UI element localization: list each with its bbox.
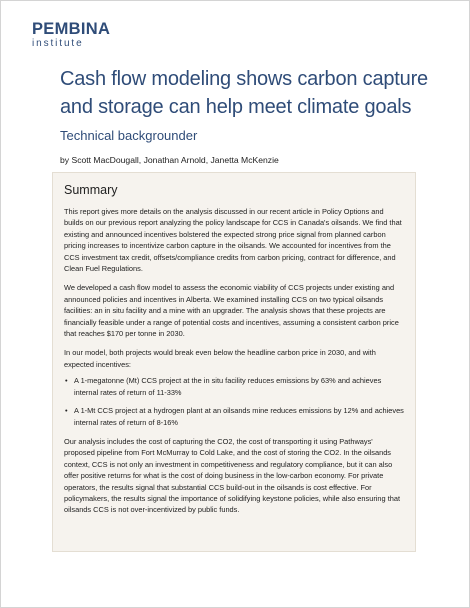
logo-subtext: institute: [32, 37, 84, 49]
summary-paragraph-1: This report gives more details on the analysis discussed in our recent article in Policy Options and builds on our previous report analyzing the policy landscape for CCS in Canada's oilsands. We find that existing and announced incentives bolstered the expected strong price signal from planned carbon pricing increases to incentivize carbon capture in the oilsands. We accounted for incentives from the CCS investment tax credit, offsets/compliance credits from carbon pricing, contract for difference, and Clean Fuel Regulations.: [64, 207, 402, 274]
bullet-icon: •: [65, 406, 68, 416]
pembina-institute-logo: [32, 21, 110, 49]
list-item: [64, 375, 404, 398]
summary-paragraph-2: We developed a cash flow model to assess the economic viability of CCS projects under existing and announced policies and incentives in Alberta. We examined installing CCS on two typical oilsands facilities: an in situ facility and a mine with an upgrader. The analysis shows that these projects are financially feasible under a range of potential costs and incentives, assuming a consistent carbon price that reaches $170 per tonne in 2030.: [64, 283, 399, 339]
list-item-text: A 1-megatonne (Mt) CCS project at the in situ facility reduces emissions by 63% and achieves internal rates of return of 11-33%: [74, 376, 382, 397]
summary-paragraph-3: In our model, both projects would break even below the headline carbon price in 2030, and with expected incentives:: [64, 348, 376, 369]
logo-wordmark: PEMBINA: [32, 20, 111, 38]
document-subtitle: Technical backgrounder: [60, 128, 198, 143]
summary-paragraph-closing: Our analysis includes the cost of capturing the CO2, the cost of transporting it using Pathways' proposed pipeline from Fort McMurray to Cold Lake, and the cost of storing the CO2. In the oilsands context, CCS is not only an investment in competitiveness and regulatory compliance, but it can also offer positive returns for what is the cost of doing business in the low-carbon economy. For private operators, the results signal that substantial CCS build-out in the oilsands is cost effective. For policymakers, the results signal the importance of solidifying keystone policies, while also ensuring that oilsands CCS is not over-incentivized by public funds.: [64, 436, 401, 515]
author-byline: by Scott MacDougall, Jonathan Arnold, Janetta McKenzie: [60, 155, 279, 165]
list-item: [64, 405, 404, 428]
summary-box: [52, 172, 416, 552]
document-title: Cash flow modeling shows carbon capture and storage can help meet climate goals: [60, 68, 428, 118]
list-item-text: A 1-Mt CCS project at a hydrogen plant at an oilsands mine reduces emissions by 12% and achieves internal rates of return of 8-16%: [74, 406, 404, 427]
findings-list: [64, 375, 404, 428]
bullet-icon: •: [65, 376, 68, 386]
summary-heading: Summary: [64, 183, 118, 197]
